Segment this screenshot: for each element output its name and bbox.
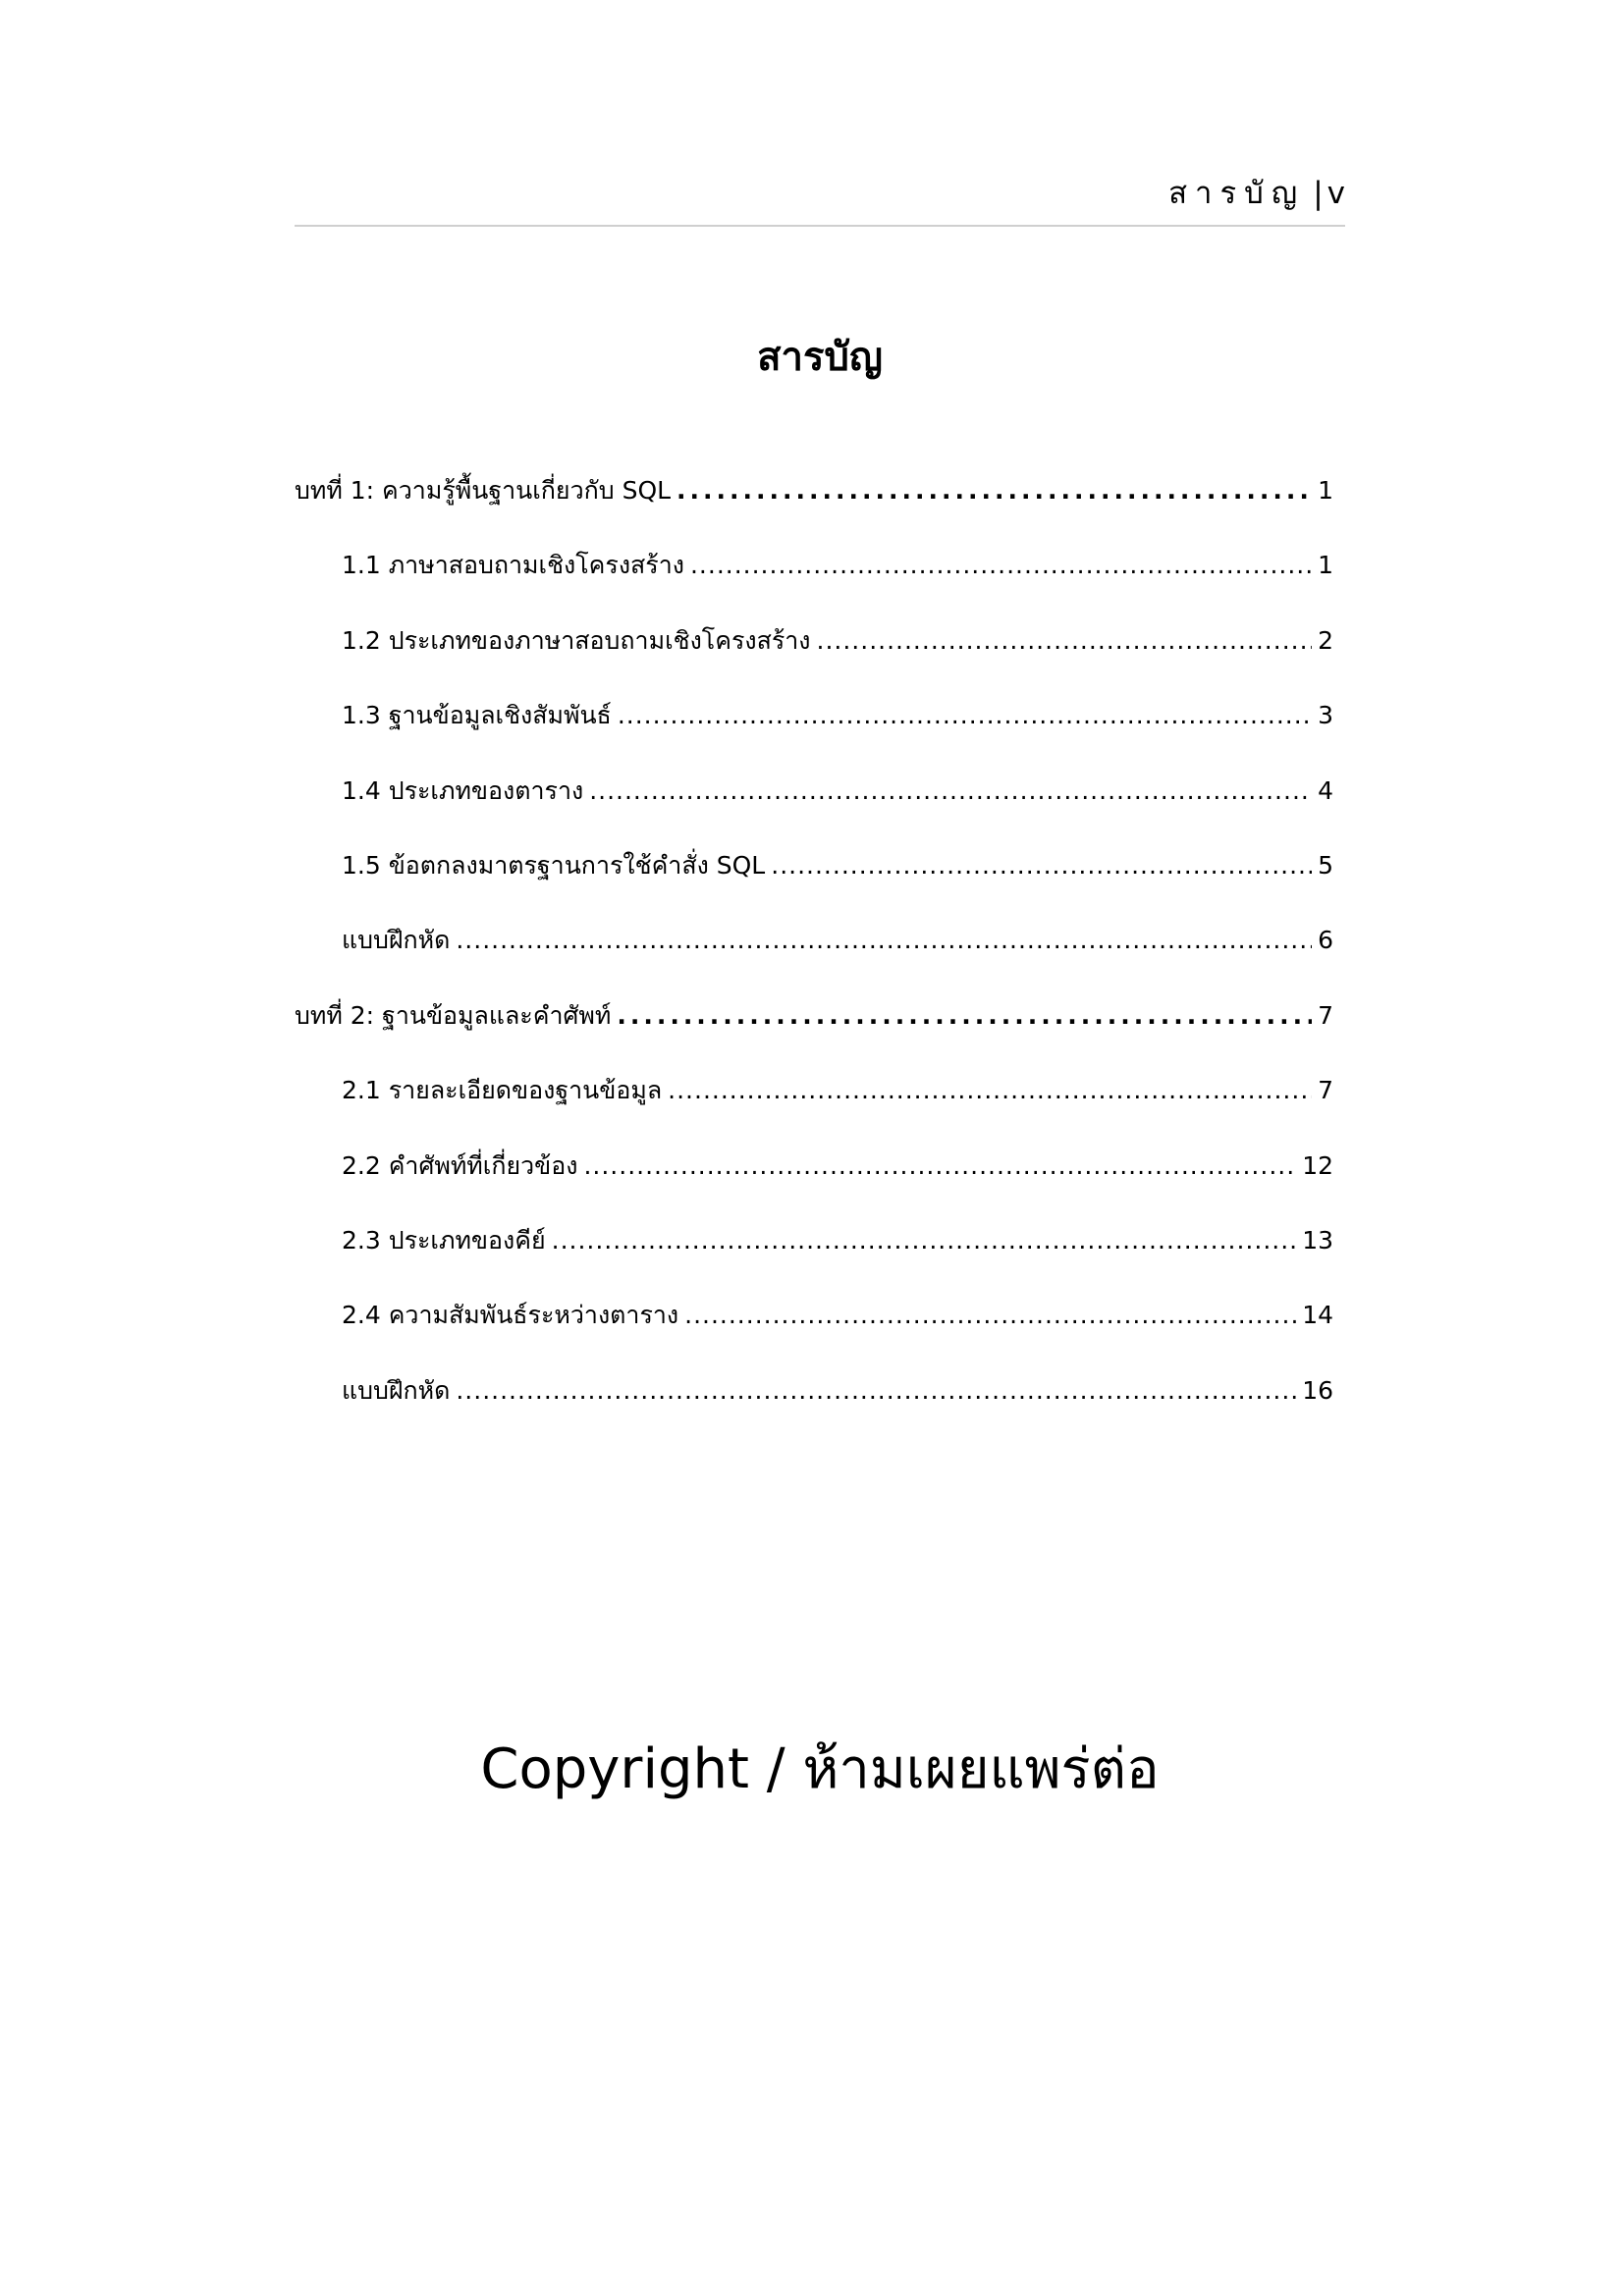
- toc-title: สารบัญ: [757, 335, 883, 380]
- toc-dot-leader: [589, 762, 1312, 821]
- toc-entry-page-number: 6: [1318, 926, 1333, 955]
- table-of-contents: [295, 461, 1333, 1436]
- toc-entry-text: 2.4 ความสัมพันธ์ระหว่างตาราง: [342, 1301, 679, 1330]
- toc-entry-page-number: 2: [1318, 625, 1333, 655]
- toc-dot-leader: [677, 461, 1312, 520]
- toc-entry-page-number: 12: [1302, 1150, 1333, 1180]
- toc-section-entry[interactable]: [295, 1061, 1333, 1136]
- toc-entry-text: บทที่ 1: ความรู้พื้นฐานเกี่ยวกับ SQL: [295, 476, 672, 505]
- toc-entry-text: 1.3 ฐานข้อมูลเชิงสัมพันธ์: [342, 701, 612, 730]
- toc-entry-text: 1.5 ข้อตกลงมาตรฐานการใช้คำสั่ง SQL: [342, 850, 766, 880]
- toc-dot-leader: [618, 686, 1312, 745]
- toc-entry-text: 2.3 ประเภทของคีย์: [342, 1225, 546, 1255]
- running-header-page-number: v: [1326, 176, 1345, 211]
- toc-entry-text: 2.2 คำศัพท์ที่เกี่ยวข้อง: [342, 1150, 578, 1180]
- toc-entry-page-number: 1: [1318, 551, 1333, 580]
- toc-entry-text: แบบฝึกหัด: [342, 926, 451, 955]
- toc-entry-page-number: 1: [1318, 476, 1333, 505]
- toc-dot-leader: [684, 1286, 1296, 1345]
- toc-entry-text: 1.4 ประเภทของตาราง: [342, 775, 584, 805]
- toc-section-entry[interactable]: [295, 1137, 1333, 1211]
- toc-entry-text: 1.1 ภาษาสอบถามเชิงโครงสร้าง: [342, 551, 684, 580]
- toc-entry-page-number: 5: [1318, 850, 1333, 880]
- toc-section-entry[interactable]: [295, 911, 1333, 986]
- toc-section-entry[interactable]: [295, 762, 1333, 836]
- toc-section-entry[interactable]: [295, 1362, 1333, 1436]
- toc-entry-page-number: 3: [1318, 701, 1333, 730]
- toc-chapter-entry[interactable]: [295, 461, 1333, 536]
- toc-section-entry[interactable]: [295, 1286, 1333, 1361]
- toc-entry-text: 2.1 รายละเอียดของฐานข้อมูล: [342, 1076, 663, 1105]
- toc-entry-page-number: 14: [1302, 1301, 1333, 1330]
- toc-section-entry[interactable]: [295, 686, 1333, 761]
- toc-entry-text: บทที่ 2: ฐานข้อมูลและคำศัพท์: [295, 1000, 612, 1030]
- toc-section-entry[interactable]: [295, 1211, 1333, 1286]
- header-rule: [295, 225, 1345, 227]
- toc-dot-leader: [456, 1362, 1296, 1420]
- toc-entry-text: แบบฝึกหัด: [342, 1375, 451, 1405]
- toc-dot-leader: [456, 911, 1312, 970]
- copyright-watermark: Copyright / ห้ามเผยแพร่ต่อ: [480, 1737, 1160, 1801]
- toc-dot-leader: [668, 1061, 1312, 1120]
- toc-dot-leader: [690, 536, 1312, 595]
- toc-chapter-entry[interactable]: [295, 987, 1333, 1061]
- toc-entry-page-number: 7: [1318, 1076, 1333, 1105]
- toc-entry-page-number: 4: [1318, 775, 1333, 805]
- toc-dot-leader: [552, 1211, 1297, 1270]
- toc-section-entry[interactable]: [295, 536, 1333, 611]
- toc-section-entry[interactable]: [295, 836, 1333, 911]
- toc-entry-page-number: 7: [1318, 1000, 1333, 1030]
- toc-dot-leader: [771, 836, 1312, 895]
- running-header-separator: |: [1313, 176, 1324, 211]
- toc-entry-page-number: 16: [1302, 1375, 1333, 1405]
- toc-section-entry[interactable]: [295, 612, 1333, 686]
- running-header-title: สารบัญ: [1168, 176, 1306, 211]
- toc-entry-text: 1.2 ประเภทของภาษาสอบถามเชิงโครงสร้าง: [342, 625, 811, 655]
- toc-entry-page-number: 13: [1302, 1225, 1333, 1255]
- toc-dot-leader: [817, 612, 1313, 670]
- toc-dot-leader: [583, 1137, 1296, 1196]
- toc-dot-leader: [617, 987, 1312, 1045]
- running-header: [295, 169, 1345, 218]
